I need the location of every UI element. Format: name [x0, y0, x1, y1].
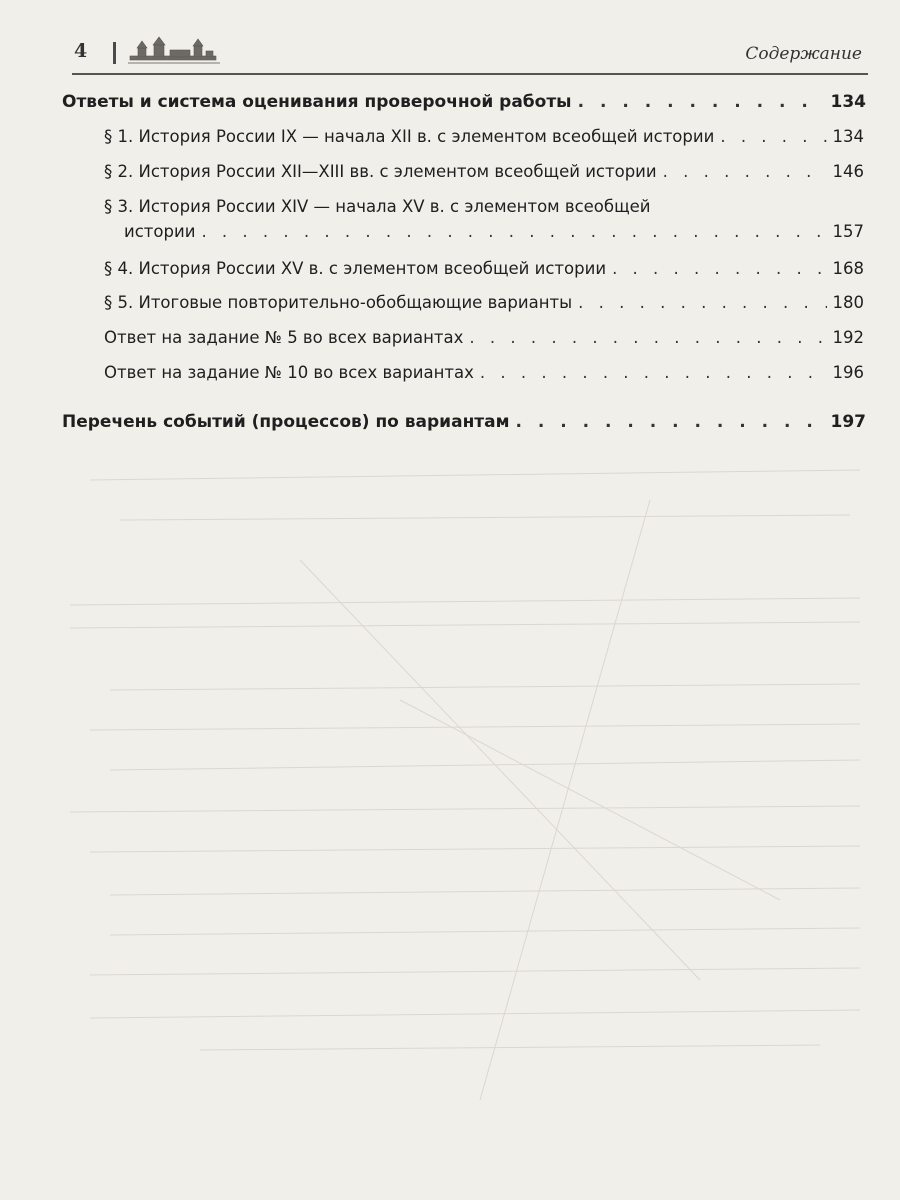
castle-logo-icon	[128, 36, 220, 68]
dot-leader	[201, 222, 826, 241]
toc-entry-page: 157	[832, 222, 864, 241]
dot-leader	[516, 412, 825, 432]
toc-entry-page: 146	[832, 162, 864, 181]
toc-entry-answer-task-10[interactable]	[104, 363, 864, 382]
header-rule	[72, 73, 868, 75]
toc-entry-label: § 4. История России XV в. с элементом всеобщей истории	[104, 259, 607, 278]
dot-leader	[720, 127, 826, 146]
toc-entry-section-5[interactable]	[104, 293, 864, 312]
toc-entry-label: Ответы и система оценивания проверочной работы	[62, 92, 572, 112]
toc-entry-page: 134	[832, 127, 864, 146]
toc-entry-label-line1: § 3. История России XIV — начала XV в. с элементом всеобщей	[104, 197, 651, 216]
dot-leader	[578, 92, 825, 112]
toc-entry-answer-task-5[interactable]	[104, 328, 864, 347]
dot-leader	[578, 293, 826, 312]
toc-entry-page: 192	[832, 328, 864, 347]
toc-entry-label: Перечень событий (процессов) по вариантам	[62, 412, 510, 432]
toc-entry-page: 197	[830, 412, 866, 432]
toc-entry-label: Ответ на задание № 10 во всех вариантах	[104, 363, 474, 382]
toc-entry-label: § 1. История России IX — начала XII в. с элементом всеобщей истории	[104, 127, 715, 146]
toc-entry-section-4[interactable]	[104, 259, 864, 278]
dot-leader	[480, 363, 827, 382]
toc-entry-section-3[interactable]	[104, 197, 864, 247]
page-header	[0, 0, 900, 80]
toc-entry-label: § 2. История России XII—XIII вв. с элементом всеобщей истории	[104, 162, 657, 181]
toc-entry-section-2[interactable]	[104, 162, 864, 181]
toc-entry-events-list[interactable]	[62, 412, 866, 432]
toc-entry-label-line2: истории	[124, 222, 196, 241]
toc-entry-page: 180	[832, 293, 864, 312]
toc-entry-line2	[124, 222, 864, 241]
dot-leader	[469, 328, 826, 347]
toc-entry-page: 196	[832, 363, 864, 382]
section-title: Содержание	[745, 44, 862, 64]
header-divider	[113, 42, 116, 64]
dot-leader	[663, 162, 827, 181]
page-number: 4	[74, 40, 88, 62]
toc-entry-label: § 5. Итоговые повторительно-обобщающие варианты	[104, 293, 573, 312]
toc-entry-page: 168	[832, 259, 864, 278]
toc-entry-section-1[interactable]	[104, 127, 864, 146]
toc-entry-label: Ответ на задание № 5 во всех вариантах	[104, 328, 464, 347]
toc-entry-answers-heading[interactable]	[62, 92, 866, 112]
dot-leader	[612, 259, 826, 278]
toc-entry-page: 134	[830, 92, 866, 112]
